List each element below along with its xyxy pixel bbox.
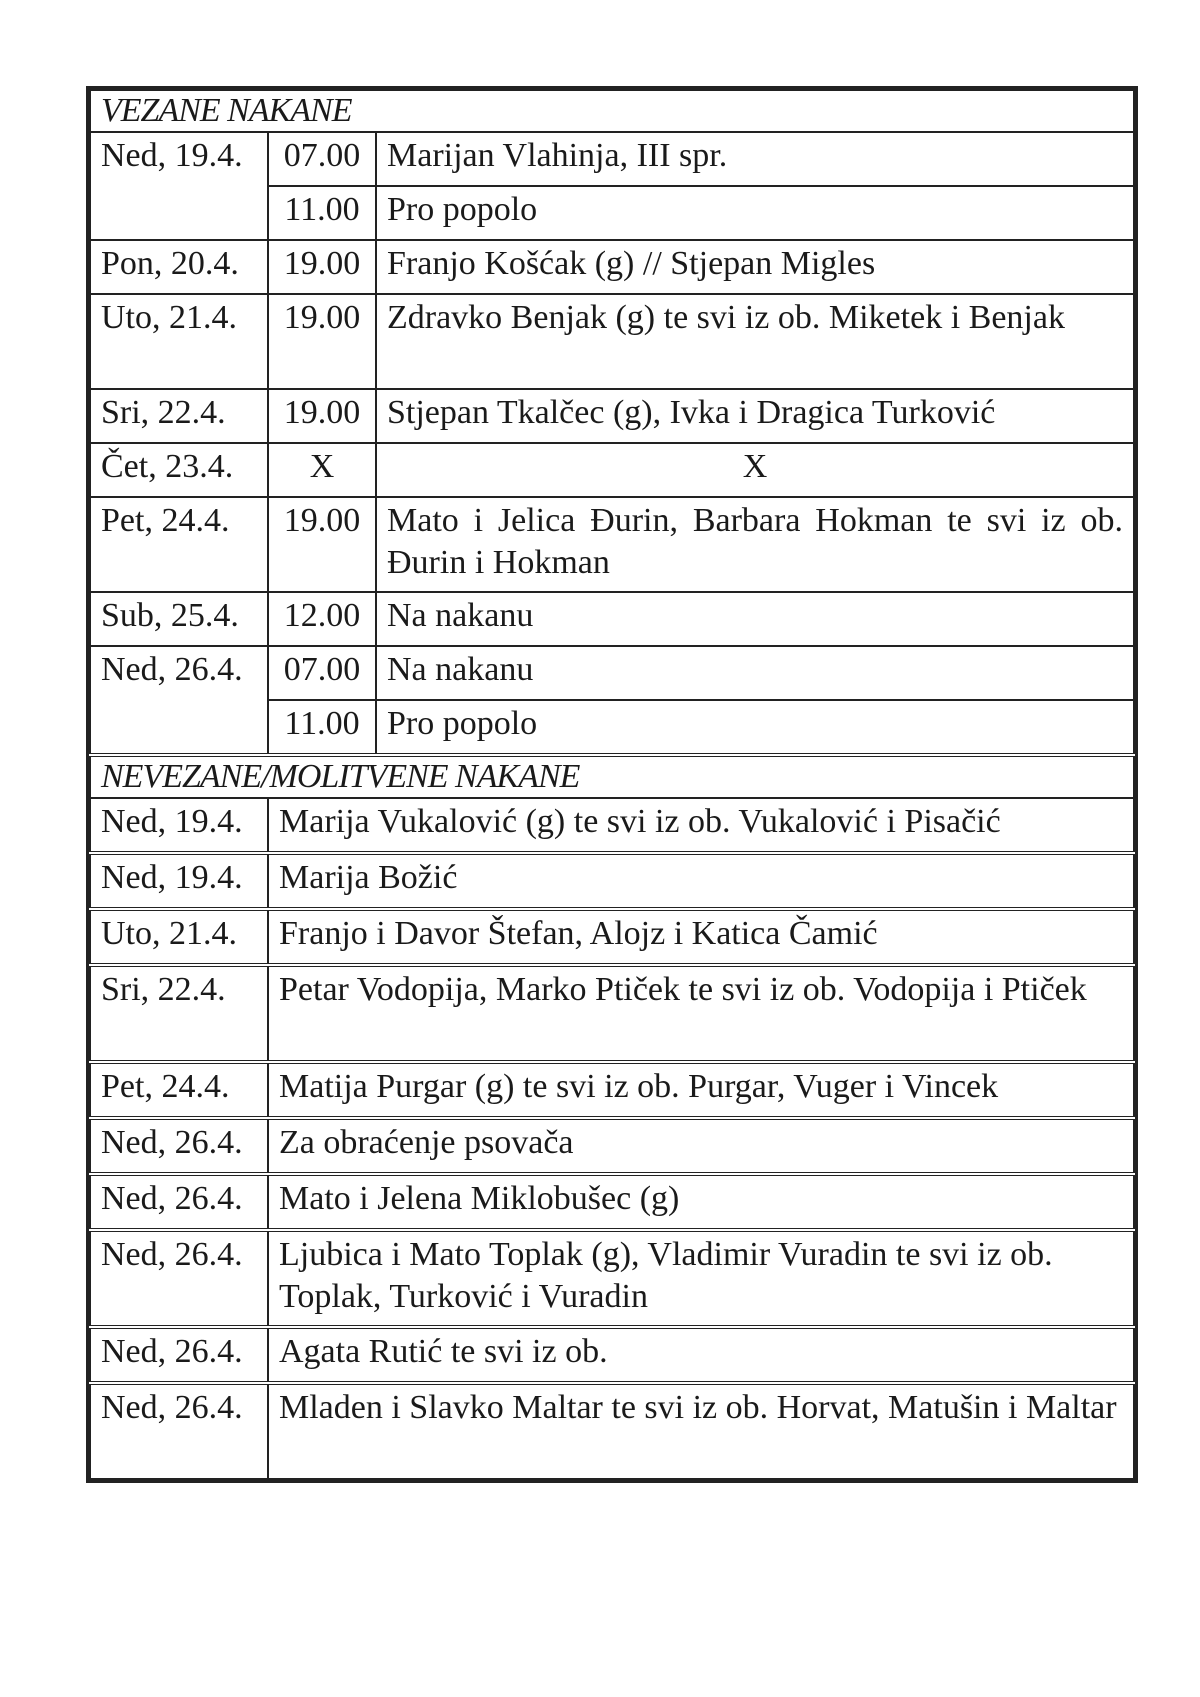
nevezane-day: Ned, 26.4.	[90, 1327, 268, 1383]
vezane-intention: Stjepan Tkalčec (g), Ivka i Dragica Turković	[376, 389, 1134, 443]
nevezane-day: Sri, 22.4.	[90, 965, 268, 1062]
vezane-time: 19.00	[268, 497, 376, 592]
vezane-day: Sri, 22.4.	[90, 389, 268, 443]
table-row	[90, 389, 1134, 443]
vezane-intention: Zdravko Benjak (g) te svi iz ob. Miketek i Benjak	[376, 294, 1134, 389]
nevezane-intention: Ljubica i Mato Toplak (g), Vladimir Vuradin te svi iz ob. Toplak, Turković i Vuradin	[268, 1230, 1134, 1327]
table-row	[90, 1327, 1134, 1383]
table-row	[90, 1174, 1134, 1230]
vezane-time: 19.00	[268, 294, 376, 389]
vezane-header-row	[90, 90, 1134, 132]
nevezane-intention: Marija Božić	[268, 853, 1134, 909]
nevezane-day: Ned, 19.4.	[90, 798, 268, 853]
vezane-intention: Marijan Vlahinja, III spr.	[376, 132, 1134, 186]
vezane-time: 11.00	[268, 186, 376, 240]
nevezane-intention: Za obraćenje psovača	[268, 1118, 1134, 1174]
vezane-day: Ned, 26.4.	[90, 646, 268, 755]
vezane-intention: Franjo Košćak (g) // Stjepan Migles	[376, 240, 1134, 294]
vezane-intention: X	[376, 443, 1134, 497]
nevezane-day: Pet, 24.4.	[90, 1062, 268, 1118]
vezane-time: X	[268, 443, 376, 497]
vezane-intention: Pro popolo	[376, 186, 1134, 240]
table-row	[90, 909, 1134, 965]
table-row	[90, 1230, 1134, 1327]
vezane-time: 07.00	[268, 646, 376, 700]
nevezane-intention: Mato i Jelena Miklobušec (g)	[268, 1174, 1134, 1230]
table-row	[90, 1383, 1134, 1479]
vezane-time: 19.00	[268, 240, 376, 294]
vezane-day: Uto, 21.4.	[90, 294, 268, 389]
nevezane-day: Ned, 19.4.	[90, 853, 268, 909]
nevezane-intention: Franjo i Davor Štefan, Alojz i Katica Čamić	[268, 909, 1134, 965]
nevezane-day: Ned, 26.4.	[90, 1174, 268, 1230]
vezane-day: Pon, 20.4.	[90, 240, 268, 294]
vezane-day: Sub, 25.4.	[90, 592, 268, 646]
table-row	[90, 592, 1134, 646]
nevezane-day: Ned, 26.4.	[90, 1230, 268, 1327]
mass-intentions-table	[89, 89, 1135, 1480]
table-row	[90, 1118, 1134, 1174]
nevezane-day: Ned, 26.4.	[90, 1118, 268, 1174]
nevezane-day: Ned, 26.4.	[90, 1383, 268, 1479]
vezane-time: 11.00	[268, 700, 376, 755]
table-row	[90, 294, 1134, 389]
table-row	[90, 497, 1134, 592]
mass-intentions-sheet	[86, 86, 1138, 1483]
table-row	[90, 443, 1134, 497]
vezane-day: Čet, 23.4.	[90, 443, 268, 497]
nevezane-intention: Matija Purgar (g) te svi iz ob. Purgar, Vuger i Vincek	[268, 1062, 1134, 1118]
nevezane-intention: Agata Rutić te svi iz ob.	[268, 1327, 1134, 1383]
vezane-time: 19.00	[268, 389, 376, 443]
table-row	[90, 132, 1134, 186]
nevezane-day: Uto, 21.4.	[90, 909, 268, 965]
table-row	[90, 965, 1134, 1062]
vezane-time: 12.00	[268, 592, 376, 646]
table-row	[90, 646, 1134, 700]
nevezane-intention: Petar Vodopija, Marko Ptiček te svi iz ob. Vodopija i Ptiček	[268, 965, 1134, 1062]
vezane-intention: Pro popolo	[376, 700, 1134, 755]
table-row	[90, 798, 1134, 853]
vezane-intention: Na nakanu	[376, 592, 1134, 646]
nevezane-header-row	[90, 755, 1134, 798]
nevezane-intention: Marija Vukalović (g) te svi iz ob. Vukalović i Pisačić	[268, 798, 1134, 853]
vezane-title: VEZANE NAKANE	[90, 90, 1134, 132]
table-row	[90, 1062, 1134, 1118]
nevezane-intention: Mladen i Slavko Maltar te svi iz ob. Horvat, Matušin i Maltar	[268, 1383, 1134, 1479]
vezane-time: 07.00	[268, 132, 376, 186]
table-row	[90, 853, 1134, 909]
vezane-intention: Na nakanu	[376, 646, 1134, 700]
nevezane-title: NEVEZANE/MOLITVENE NAKANE	[90, 755, 1134, 798]
vezane-day: Ned, 19.4.	[90, 132, 268, 240]
vezane-day: Pet, 24.4.	[90, 497, 268, 592]
table-row	[90, 240, 1134, 294]
vezane-intention: Mato i Jelica Đurin, Barbara Hokman te svi iz ob. Đurin i Hokman	[376, 497, 1134, 592]
